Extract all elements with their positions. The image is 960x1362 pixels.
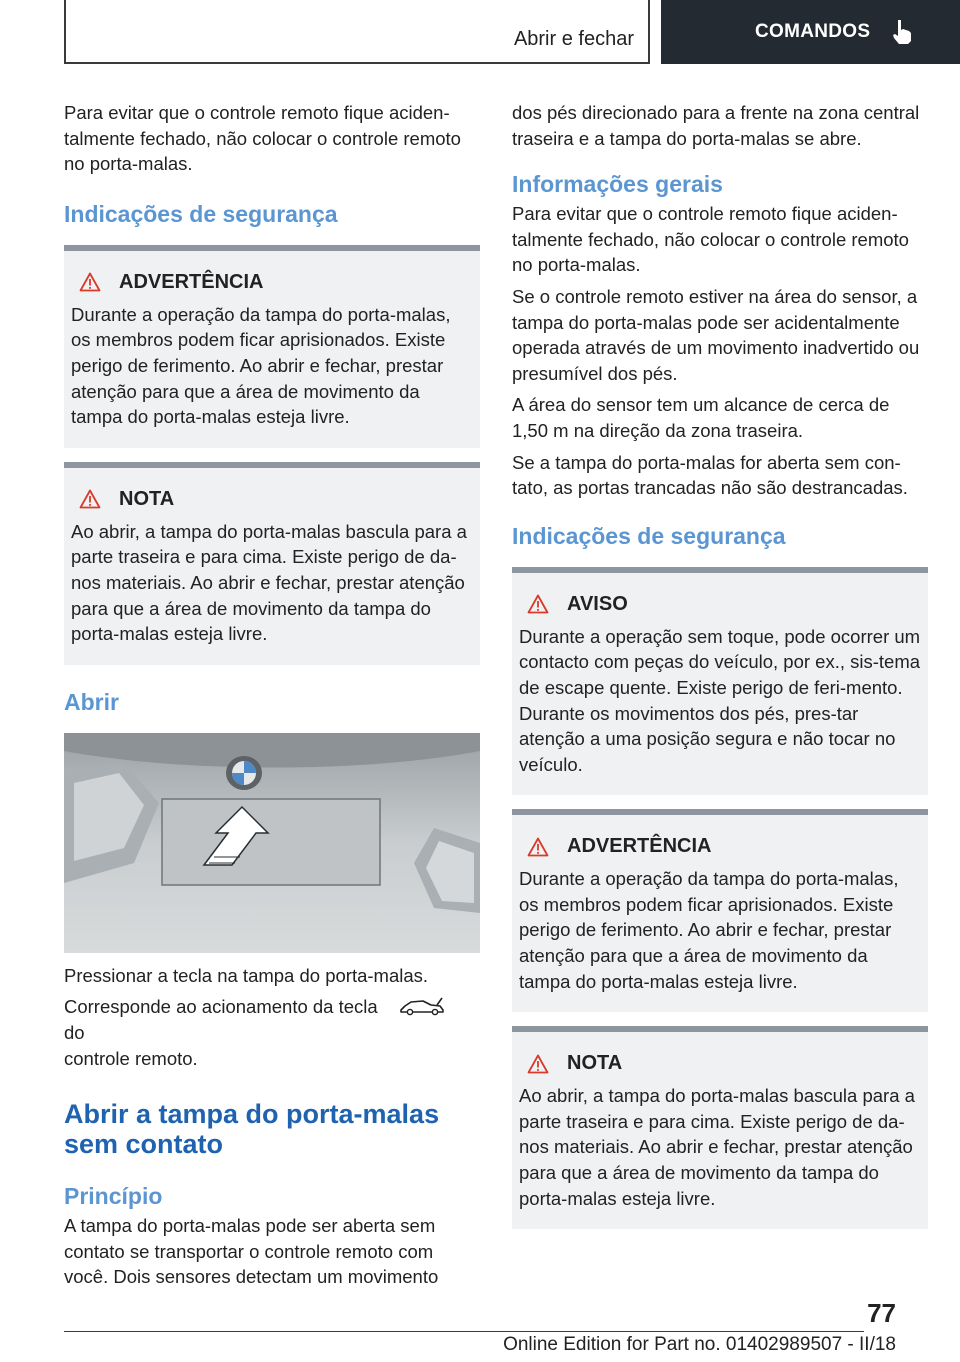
general-paragraph-2: Se o controle remoto estiver na área do sensor, a tampa do porta-malas pode ser acidentalmente operada através de um movimento inadvertido ou presumível dos pés. bbox=[512, 285, 920, 384]
principle-heading: Princípio bbox=[64, 1183, 163, 1210]
contactless-heading: Abrir a tampa do porta-malas sem contato bbox=[64, 1099, 440, 1160]
left-column bbox=[64, 100, 480, 1296]
page-number: 77 bbox=[867, 1298, 896, 1328]
safety-heading: Indicações de segurança bbox=[64, 200, 338, 227]
corresponds-text-end: controle remoto. bbox=[64, 1047, 198, 1069]
warning-title: ADVERTÊNCIA bbox=[567, 835, 712, 858]
car-trunk-icon bbox=[399, 996, 445, 1016]
trunk-button-photo bbox=[64, 733, 480, 953]
open-heading: Abrir bbox=[64, 688, 119, 715]
right-column bbox=[512, 100, 928, 1229]
principle-paragraph: A tampa do porta-malas pode ser aberta sem contato se transportar o controle remoto com você. Dois sensores detectam um movimento bbox=[64, 1215, 439, 1288]
warning-title: NOTA bbox=[567, 1052, 623, 1075]
warning-box-nota-right bbox=[512, 1026, 928, 1229]
warning-box-advertencia-right bbox=[512, 809, 928, 1012]
footer-edition: Online Edition for Part no. 01402989507 - II/18 bbox=[503, 1334, 896, 1355]
press-instruction: Pressionar a tecla na tampa do porta-malas. bbox=[64, 964, 429, 986]
header-chapter-tab bbox=[661, 0, 960, 64]
warning-triangle-icon bbox=[527, 594, 549, 614]
corresponds-text-after: do bbox=[64, 1021, 85, 1043]
warning-triangle-icon bbox=[79, 272, 101, 292]
warning-triangle-icon bbox=[527, 837, 549, 857]
header-chapter-label: COMANDOS bbox=[755, 21, 871, 42]
safety-heading-right: Indicações de segurança bbox=[512, 522, 786, 549]
general-paragraph-1: Para evitar que o controle remoto fique aciden-talmente fechado, não colocar o controle remoto no porta-malas. bbox=[512, 203, 909, 276]
intro-paragraph: Para evitar que o controle remoto fique aciden-talmente fechado, não colocar o controle remoto no porta-malas. bbox=[64, 102, 461, 175]
pointing-hand-icon bbox=[890, 19, 914, 45]
warning-text: Ao abrir, a tampa do porta-malas bascula para a parte traseira e para cima. Existe perigo de da-nos materiais. Ao abrir e fechar, prestar atenção para que a área de movimento da tampa do porta-malas esteja livre. bbox=[519, 1085, 915, 1209]
warning-text: Ao abrir, a tampa do porta-malas bascula para a parte traseira e para cima. Existe perigo de da-nos materiais. Ao abrir e fechar, prestar atenção para que a área de movimento da tampa do porta-malas esteja livre. bbox=[71, 520, 467, 645]
warning-triangle-icon bbox=[527, 1054, 549, 1074]
warning-text: Durante a operação da tampa do porta-malas, os membros podem ficar aprisionados. Existe perigo de ferimento. Ao abrir e fechar, prestar atenção para que a área de movimento da tampa do porta-malas esteja livre. bbox=[71, 303, 451, 428]
warning-box-aviso bbox=[512, 567, 928, 796]
warning-box-advertencia bbox=[64, 245, 480, 448]
warning-title: AVISO bbox=[567, 592, 628, 615]
corresponds-paragraph bbox=[64, 994, 480, 1071]
warning-title: ADVERTÊNCIA bbox=[119, 270, 264, 293]
corresponds-text: Corresponde ao acionamento da tecla bbox=[64, 996, 378, 1018]
general-info-heading: Informações gerais bbox=[512, 171, 723, 198]
footer-divider bbox=[64, 1331, 864, 1332]
general-paragraph-4: Se a tampa do porta-malas for aberta sem con-tato, as portas trancadas não são destrancadas. bbox=[512, 451, 908, 499]
continued-paragraph: dos pés direcionado para a frente na zona central traseira e a tampa do porta-malas se abre. bbox=[512, 102, 920, 149]
header-section-title: Abrir e fechar bbox=[513, 28, 634, 50]
warning-text: Durante a operação da tampa do porta-malas, os membros podem ficar aprisionados. Existe perigo de ferimento. Ao abrir e fechar, prestar atenção para que a área de movimento da tampa do porta-malas esteja livre. bbox=[519, 868, 899, 992]
warning-box-nota bbox=[64, 462, 480, 665]
warning-text: Durante a operação sem toque, pode ocorrer um contacto com peças do veículo, por ex., sis-tema de escape quente. Existe perigo de feri-mento. Durante os movimentos dos pés, pres-tar atenção a uma posição segura e não tocar no veículo. bbox=[519, 625, 921, 775]
general-paragraph-3: A área do sensor tem um alcance de cerca de 1,50 m na direção da zona traseira. bbox=[512, 394, 890, 441]
warning-title: NOTA bbox=[119, 487, 175, 510]
warning-triangle-icon bbox=[79, 489, 101, 509]
